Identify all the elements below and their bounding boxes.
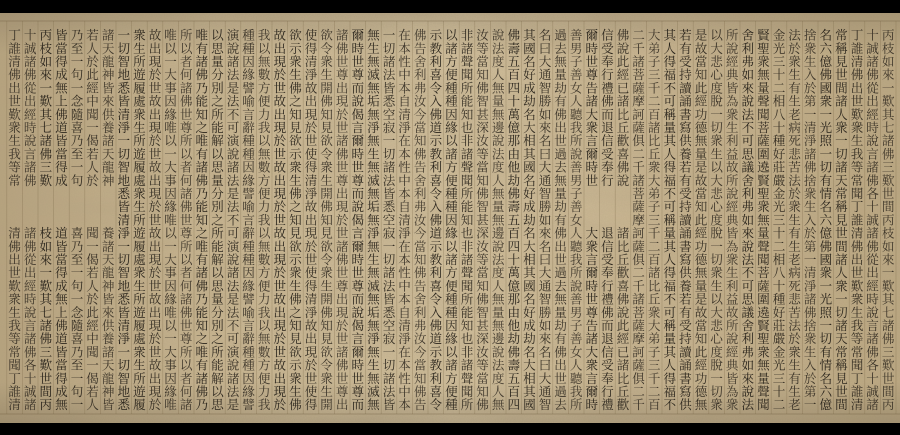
text-column: 諸天龍神皆來供養諸天龍神養諸天龍神皆來供養諸天龍神皆 [101,27,115,413]
text-column: 一切諸法皆悉空寂一切諸法皆悉空寂一切諸法皆悉空寂一切諸法皆 [382,27,396,413]
text-column: 常稱見世間諸人衆一切諸天常稱見世間諸人衆一切諸天常稱見世間 [835,27,848,413]
text-column: 爾時世尊告諸大衆言爾時世大衆言爾時世尊告諸大衆言爾時 [585,27,599,413]
text-column: 在本性中本自清淨在本性中本自清淨在本性中本自清淨在本性中本 [398,27,411,413]
text-column: 二千諸菩薩摩訶薩俱二千諸菩薩摩訶薩俱二千諸菩薩摩訶薩俱二千 [632,27,645,413]
text-column: 以大悲心度脫一切衆生以大悲心度脫一切衆生以大悲心度脫一切衆 [710,27,723,413]
text-column: 其人得福不可稱量其人得福不可稱量其人得福不可稱量其人得福不 [663,27,677,413]
text-column: 非諸聲聞所能知也非諸聲聞所能知也非諸聲聞所能知也非諸聲聞所 [460,27,474,413]
text-column: 故出現於世故出現於世故出現於世故出現於世故出現於世故出現於 [148,27,162,413]
text-column: 以諸方便種種因緣以諸方便種種因緣以諸方便種種因緣以諸方便種 [445,27,458,413]
text-column: 爾時世尊而說偈言爾時世尊而說偈言爾時世尊而說偈言爾時世尊而 [351,27,365,413]
text-column: 我以無數方便力我以無數方便力我以無數方便力我以無數方便力我 [257,27,271,413]
text-column: 乃至一句一念隨喜乃至一句喜乃至一句一念隨喜乃至一句一 [70,27,84,413]
text-column: 善男子善女人聽我所說善男子善女人聽我所說善男子善女人聽我所 [569,27,583,413]
text-column: 賢聖衆無量聲聞菩薩圍遶賢聖衆無量聲聞菩薩圍遶賢聖衆無量聲聞 [757,27,770,413]
text-columns [8,28,896,413]
text-column: 十誠諸佛從出經時說言諸佛諸佛從出經時說言諸佛各十誠諸 [23,27,37,413]
text-column: 法於衆生有生老病死悲苦法於衆生有生老病死悲苦法於衆生有生老 [788,27,801,413]
text-column: 是故當知此經功德無量是故當知此經功德無量是故當知此經功德無 [694,27,708,413]
text-column: 唯以一大事因緣唯以一大事因緣唯以一大事因緣唯以一大事因緣唯 [164,27,177,413]
text-column: 十誠諸佛從出經時說言諸佛各十誠諸佛從出經時說言諸佛各十誠諸 [866,27,879,413]
text-column: 演說諸法是法不可演說諸法是法不可演說諸法是法不可演說諸法是 [226,27,240,413]
text-column: 丙枝如來一歎其七諸佛三歎世間丙枝如來一歎其七諸佛三歎世間丙 [881,27,895,413]
text-column: 唯有諸佛乃能知之唯有諸佛乃能知之唯有諸佛乃能知之唯有諸佛乃 [195,27,209,413]
text-column: 丁誰清佛出世歎衆生我等常聞丁誰清佛出世歎衆生我等常聞丁誰清 [850,27,864,413]
text-column: 故出現於世故出現於世故出現於世故出現於世故出現於世故出現於 [273,27,287,413]
text-column: 丙枝如來一歎其七諸佛三歎枝如來一歎其七諸佛三歎世間丙 [39,27,53,413]
text-column: 過去無量劫有佛出世過去無量劫有佛出世過去無量劫有佛出世過去 [554,27,567,413]
text-column: 所以者何諸佛世尊所以者何諸佛世尊所以者何諸佛世尊所以者何諸 [179,27,193,413]
text-column: 所說經典皆為衆生利益故所說經典皆為衆生利益故所說經典皆為衆 [725,27,739,413]
text-column: 佛告舍利弗汝今當知佛告舍利弗汝今當知佛告舍利弗汝今當知佛告 [413,27,427,413]
text-column: 欲示衆生佛之知見欲示衆生佛之知見欲示衆生佛之知見欲示衆生佛 [289,27,302,413]
text-column: 佛壽五百四十萬億那由他劫佛壽五百四十萬億那由他劫佛壽五百四 [507,27,521,413]
text-column: 丁誰清佛出世歎衆生我等常清佛出世歎衆生我等常聞丁誰清 [8,27,21,413]
text-column: 佛說此經已諸比丘歡喜佛說諸比丘歡喜佛說此經已諸比丘歡 [616,27,630,413]
text-column: 大弟子三千二百諸比丘衆大弟子三千二百諸比丘衆大弟子三千二百 [647,27,661,413]
text-column: 其國名好成劫名大相其國名好成劫名大相其國名好成劫名大相其國 [523,27,536,413]
text-column: 使得清淨故出現於世使得清淨故出現於世使得清淨故出現於世使得 [304,27,318,413]
text-column: 欲令衆生開佛知見欲令衆生開佛知見欲令衆生開佛知見欲令衆生開 [320,27,333,413]
text-column: 皆當得成無上佛道皆當得成道皆當得成無上佛道皆當得成無 [55,27,68,413]
text-column: 種種因緣譬喻言辭種種因緣譬喻言辭種種因緣譬喻言辭種種因緣譬 [242,27,255,413]
text-column: 金光三十二相八十種好莊嚴金光三十二相八十種好莊嚴金光三十二 [772,27,786,413]
text-column: 說法度人無量無邊說法度人無量無邊說法度人無量無邊說法度人無 [491,27,505,413]
text-column: 若有受持讀誦書寫供養若有受持讀誦書寫供養若有受持讀誦書寫供 [679,27,692,413]
text-column: 汝等當知佛智甚深汝等當知佛智甚深汝等當知佛智甚深汝等當知佛 [476,27,489,413]
text-column: 舍利弗如來說法不可思議舍利弗如來說法不可思議舍利弗如來說法 [741,27,755,413]
text-column: 無生無滅無垢無淨無生無滅無垢無淨無生無滅無垢無淨無生無滅無 [367,27,380,413]
text-column: 示教利喜令入佛道示教利喜令入佛道示教利喜令入佛道示教利喜令 [429,27,443,413]
text-column: 以思量分別之所能解以思量分別之所能解以思量分別之所能解以思 [211,27,224,413]
text-column: 名六億佛國衆一光照一切有情名六億佛國衆一光照一切有情名六億 [819,27,833,413]
text-column: 信受奉行禮佛而退信受奉行退信受奉行禮佛而退信受奉行禮 [601,27,614,413]
text-column: 捨衆生入於第一清淨諸佛捨衆生入於第一清淨諸佛捨衆生入於第一 [803,27,817,413]
text-column: 諸佛世尊出現於世諸佛世尊出現於世諸佛世尊出現於世諸佛世尊出 [335,27,349,413]
text-column: 一切智地悉皆清淨一切智地悉皆清淨一切智地悉皆清淨一切智地悉 [117,27,131,413]
text-column: 衆生所遊履處衆生所遊履處衆生所遊履處衆生所遊履處衆生所遊履 [133,27,146,413]
text-column: 名曰大通智勝如來名曰大通智勝如來名曰大通智勝如來名曰大通智 [538,27,552,413]
text-column: 若人於此經中聞一偈若人於聞一偈若人於此經中聞一偈若人 [86,27,99,413]
